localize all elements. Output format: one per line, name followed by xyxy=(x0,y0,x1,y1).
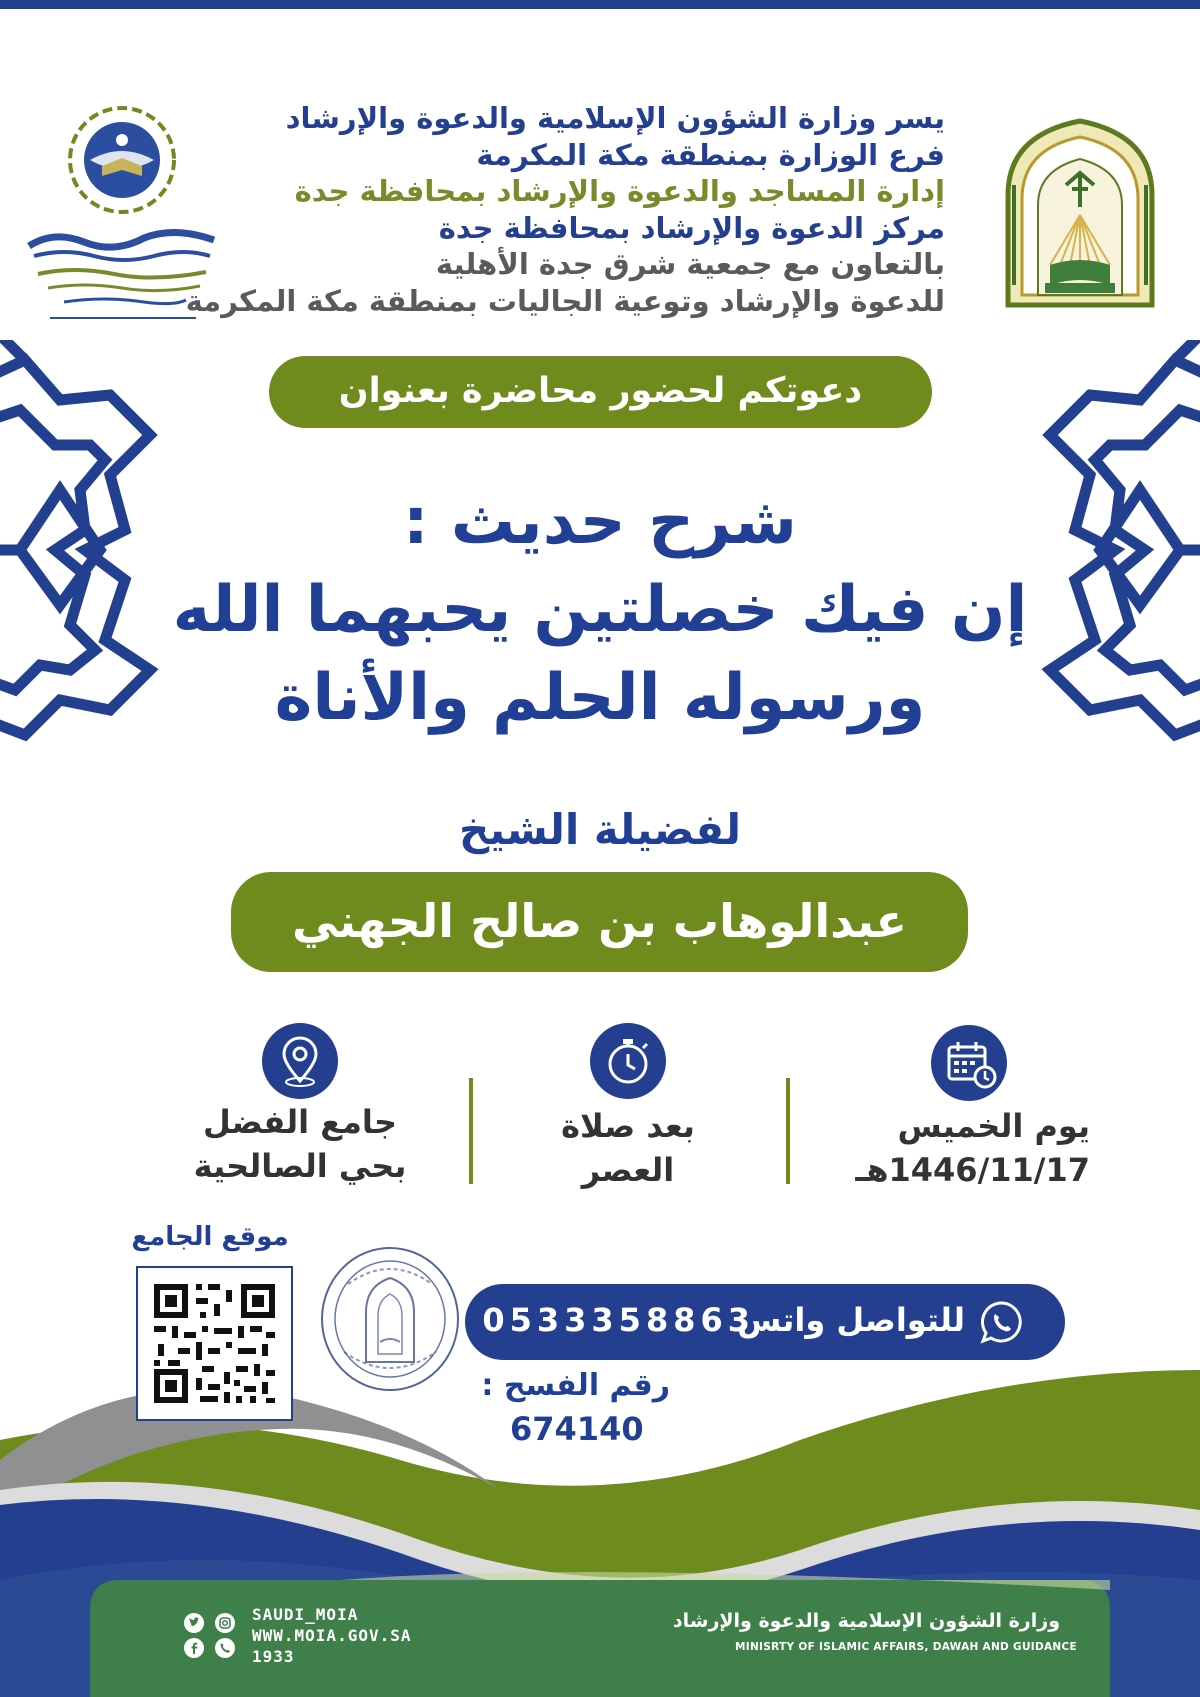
header-line-5: بالتعاون مع جمعية شرق جدة الأهلية xyxy=(435,247,945,281)
date-day: يوم الخميس xyxy=(897,1107,1090,1145)
whatsapp-label: للتواصل واتس xyxy=(737,1301,965,1339)
header-line-1: يسر وزارة الشؤون الإسلامية والدعوة والإرشاد xyxy=(285,101,945,135)
info-divider-left xyxy=(469,1078,473,1184)
location-info xyxy=(170,1100,430,1188)
qr-code[interactable] xyxy=(136,1266,293,1421)
invite-pill: دعوتكم لحضور محاضرة بعنوان xyxy=(269,356,932,428)
top-accent-bar xyxy=(0,0,1200,9)
ministry-emblem xyxy=(1000,115,1160,310)
time-info xyxy=(498,1104,758,1192)
whatsapp-contact-bar[interactable] xyxy=(465,1284,1065,1360)
lecture-title-line-1: شرح حديث : xyxy=(403,485,797,559)
header-line-2: فرع الوزارة بمنطقة مكة المكرمة xyxy=(476,137,945,172)
header-line-6: للدعوة والإرشاد وتوعية الجاليات بمنطقة مكة المكرمة xyxy=(185,283,945,318)
lecture-title-line-2: إن فيك خصلتين يحبهما الله xyxy=(172,573,1028,647)
permit-number: 674140 xyxy=(510,1410,644,1448)
footer-ministry-english: MINISRTY OF ISLAMIC AFFAIRS, DAWAH AND GUIDANCE xyxy=(735,1641,1077,1653)
phone-icon[interactable] xyxy=(215,1638,235,1658)
lecture-title-line-3: ورسوله الحلم والأناة xyxy=(274,661,926,735)
whatsapp-phone-number[interactable]: 0533358863 xyxy=(482,1301,755,1339)
date-hijri: 1446/11/17هـ xyxy=(855,1151,1090,1189)
facebook-icon[interactable] xyxy=(184,1638,204,1658)
website-link[interactable]: WWW.MOIA.GOV.SA xyxy=(252,1626,412,1645)
lecture-title xyxy=(150,478,1050,742)
footer-social-info xyxy=(252,1604,412,1667)
qr-code-graphic xyxy=(138,1268,291,1419)
whatsapp-icon xyxy=(979,1299,1025,1345)
instagram-icon[interactable] xyxy=(215,1613,235,1633)
twitter-icon[interactable] xyxy=(184,1613,204,1633)
location-district: بحي الصالحية xyxy=(193,1147,407,1185)
info-divider-right xyxy=(786,1078,790,1184)
location-mosque: جامع الفضل xyxy=(203,1103,397,1141)
social-handle[interactable]: SAUDI_MOIA xyxy=(252,1605,359,1624)
calendar-icon xyxy=(931,1025,1007,1101)
ministry-stamp-seal xyxy=(318,1244,463,1394)
organizer-header xyxy=(185,100,945,319)
header-line-4: مركز الدعوة والإرشاد بمحافظة جدة xyxy=(438,210,945,245)
footer-ministry-arabic: وزارة الشؤون الإسلامية والدعوة والإرشاد xyxy=(672,1610,1060,1632)
qr-label: موقع الجامع xyxy=(131,1222,289,1252)
time-line-1: بعد صلاة xyxy=(561,1107,695,1145)
association-logo xyxy=(62,100,182,220)
permit-label: رقم الفسح : xyxy=(481,1368,670,1403)
speaker-name-pill: عبدالوهاب بن صالح الجهني xyxy=(231,872,968,972)
stopwatch-icon xyxy=(590,1023,666,1099)
header-line-3: إدارة المساجد والدعوة والإرشاد بمحافظة جدة xyxy=(294,174,945,208)
date-info xyxy=(830,1104,1090,1192)
hotline-number[interactable]: 1933 xyxy=(252,1647,295,1666)
location-pin-icon xyxy=(262,1023,338,1099)
time-line-2: العصر xyxy=(581,1151,675,1189)
speaker-label: لفضيلة الشيخ xyxy=(458,805,742,854)
